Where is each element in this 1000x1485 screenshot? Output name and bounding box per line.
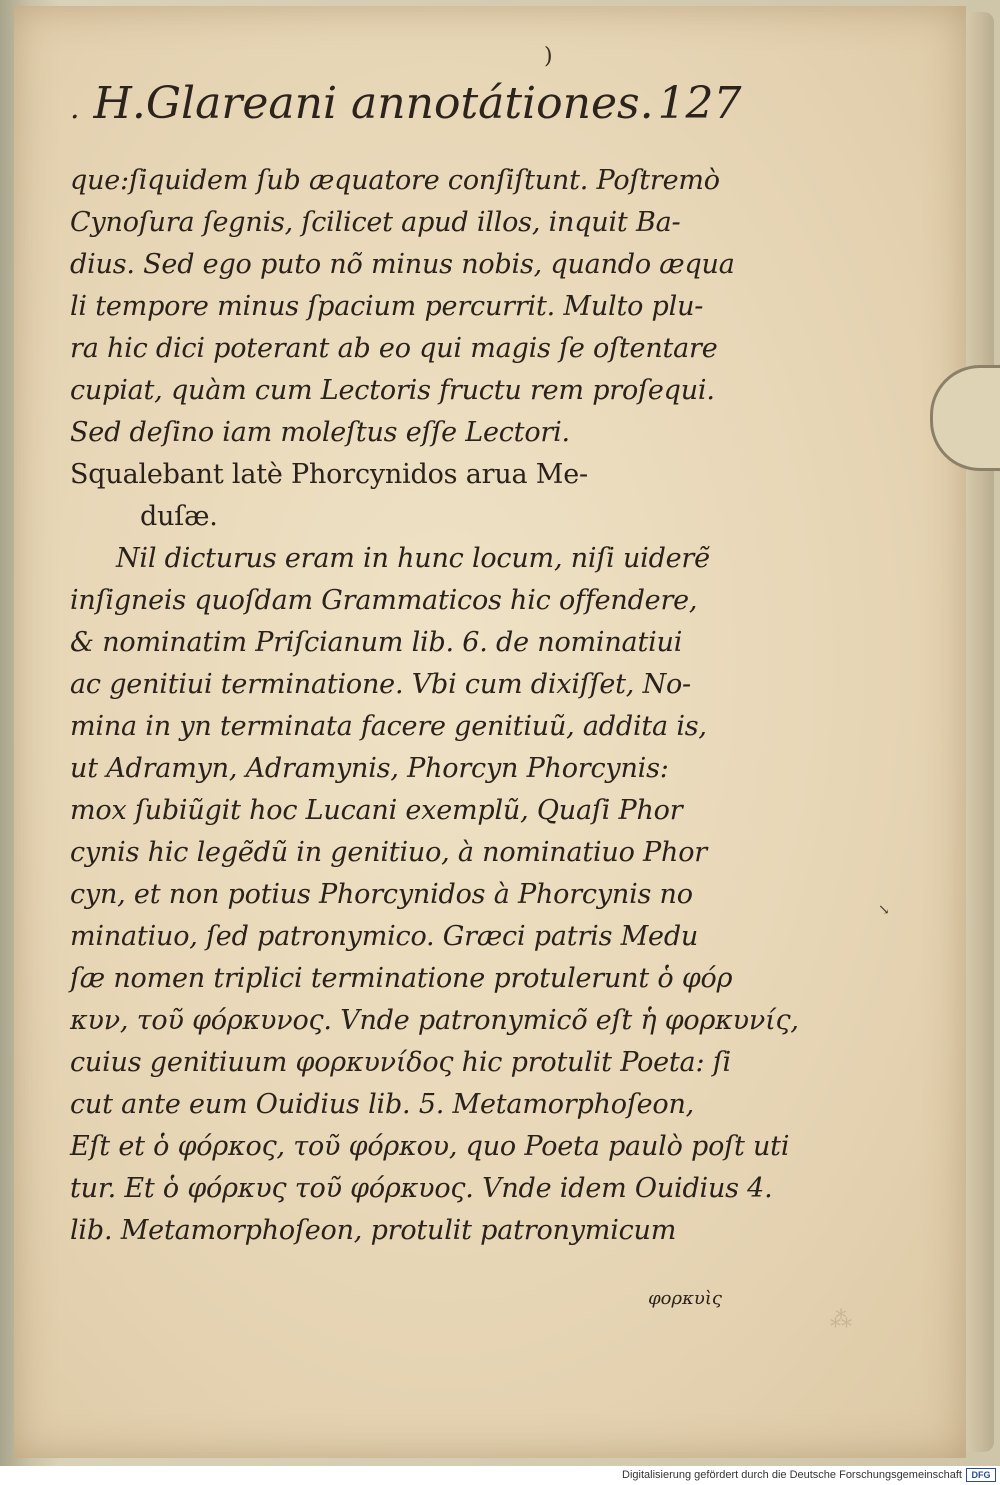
show-through: ⁂	[830, 1308, 852, 1333]
text-line: cut ante eum Ouidius lib. 5. Metamorphoſeon,	[70, 1089, 695, 1120]
text-line: cuius genitiuum φορκυνίδος hic protulit Poeta: ſi	[70, 1047, 731, 1078]
text-line: & nominatim Priſcianum lib. 6. de nominatiui	[70, 627, 683, 658]
text-line: que:ſiquidem ſub æquatore conſiſtunt. Poſtremò	[70, 165, 720, 196]
running-header	[70, 78, 750, 138]
text-line: ut Adramyn, Adramynis, Phorcyn Phorcynis:	[70, 753, 669, 784]
text-line: Cynoſura ſegnis, ſcilicet apud illos, inquit Ba-	[70, 207, 681, 238]
text-line: mina in yn terminata facere genitiuũ, addita is,	[70, 711, 707, 742]
page-number: 127	[657, 78, 742, 129]
text-line: Sed deſino iam moleſtus eſſe Lectori.	[70, 417, 570, 448]
page-edge	[962, 12, 994, 1452]
text-line: ac genitiui terminatione. Vbi cum dixiſſet, No-	[70, 669, 691, 700]
text-line: tur. Et ὁ φόρκυς τοῦ φόρκυος. Vnde idem Ouidius 4.	[70, 1173, 773, 1204]
header-dot: .	[70, 91, 80, 126]
text-line: cyn, et non potius Phorcynidos à Phorcynis no	[70, 879, 693, 910]
text-line: cynis hic legẽdũ in genitiuo, à nominatiuo Phor	[70, 837, 707, 868]
text-line: lib. Metamorphoſeon, protulit patronymicum	[70, 1215, 677, 1246]
catchword: φορκυὶς	[648, 1288, 722, 1309]
text-line: ra hic dici poterant ab eo qui magis ſe oſtentare	[70, 333, 718, 364]
text-line: inſigneis quoſdam Grammaticos hic offendere,	[70, 585, 698, 616]
printer-mark: )	[544, 44, 553, 69]
text-line: mox ſubiũgit hoc Lucani exemplũ, Quaſi Phor	[70, 795, 683, 826]
text-line: Nil dicturus eram in hunc locum, niſi uiderẽ	[116, 543, 710, 574]
text-line: κυν, τοῦ φόρκυνος. Vnde patronymicõ eſt ἡ φορκυνίς,	[70, 1005, 799, 1036]
text-line: li tempore minus ſpacium percurrit. Multo plu-	[70, 291, 704, 322]
lemma-line: duſæ.	[140, 501, 218, 532]
text-line: ſæ nomen triplici terminatione protulerunt ὁ φόρ	[70, 963, 733, 994]
text-line: cupiat, quàm cum Lectoris fructu rem proſequi.	[70, 375, 715, 406]
lemma-line: Squalebant latè Phorcynidos arua Me-	[70, 459, 588, 490]
text-line: dius. Sed ego puto nõ minus nobis, quando æqua	[70, 249, 735, 280]
dfg-logo: DFG	[966, 1468, 996, 1482]
header-title: H.Glareani annotátiones.	[93, 78, 654, 129]
text-block	[70, 160, 799, 1252]
text-line: Eſt et ὁ φόρκος, τοῦ φόρκου, quo Poeta paulò poſt uti	[70, 1131, 790, 1162]
stray-mark: ↘	[878, 902, 890, 918]
text-line: minatiuo, ſed patronymico. Græci patris Medu	[70, 921, 699, 952]
funding-credit: Digitalisierung gefördert durch die Deutsche Forschungsgemeinschaft	[622, 1469, 962, 1481]
